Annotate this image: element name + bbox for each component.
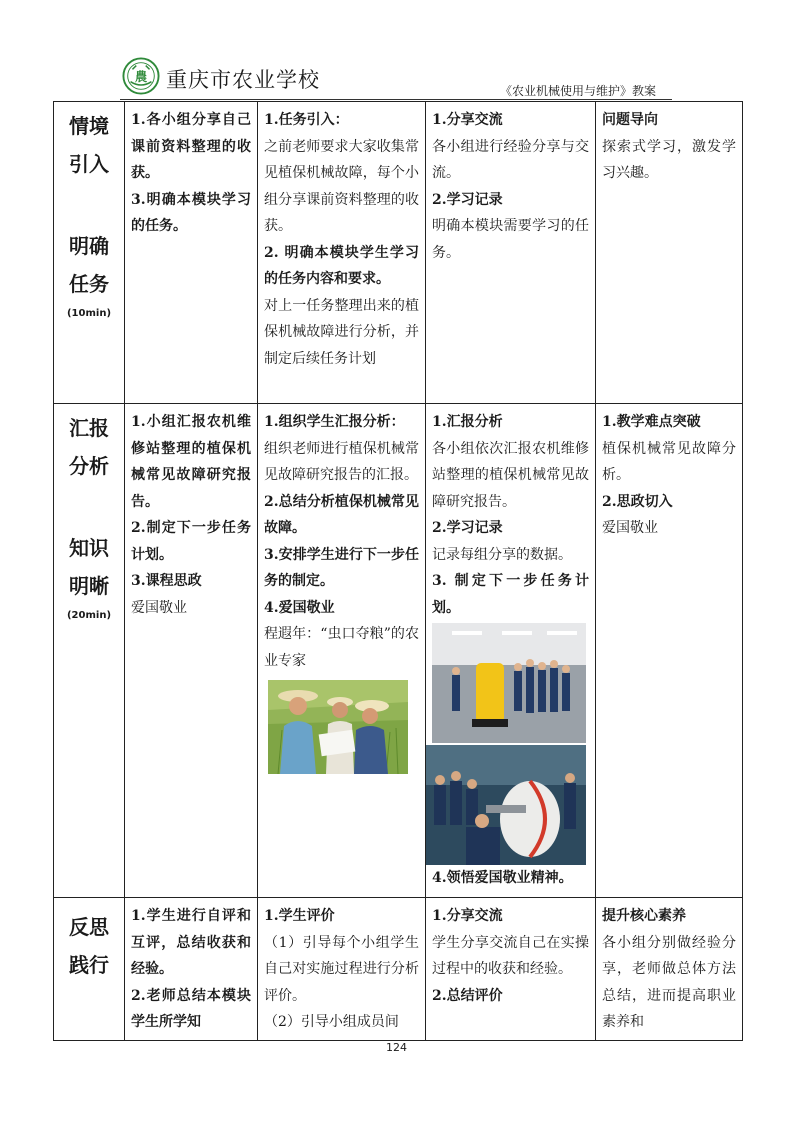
cell-heading: 4.爱国敬业 [264, 599, 335, 616]
cell-text: 1.小组汇报农机维修站整理的植保机械常见故障研究报告。 [131, 414, 251, 510]
phase-time: (20min) [66, 610, 112, 621]
learning-activity-cell [426, 898, 596, 1041]
table-row [54, 404, 743, 898]
teacher-activity-cell [258, 102, 426, 404]
phase-title: 反思 [69, 915, 109, 939]
cell-text: 之前老师要求大家收集常见植保机械故障，每个小组分享课前资料整理的收获。 [264, 138, 419, 234]
lesson-plan-table [53, 101, 743, 1041]
header-rule [120, 99, 672, 100]
cell-text: 植保机械常见故障分析。 [602, 440, 736, 483]
cell-heading: 1.任务引入： [264, 112, 349, 128]
design-intent-cell [596, 102, 743, 404]
teacher-activity-cell [258, 898, 426, 1041]
school-name: 重庆市农业学校 [166, 68, 320, 92]
cell-text: 3. 制定下一步任务计划。 [432, 573, 589, 616]
cell-text: 各小组依次汇报农机维修站整理的植保机械常见故障研究报告。 [432, 440, 589, 510]
cell-text: 2.制定下一步任务计划。 [131, 520, 251, 563]
cell-heading: 2. 明确本模块学生学习的任务内容和要求。 [264, 244, 419, 287]
school-logo-icon [122, 57, 160, 95]
photo-agricultural-experts [268, 680, 408, 774]
cell-text: 爱国敬业 [131, 599, 187, 616]
photo-workshop-sprayer [432, 623, 586, 743]
cell-text: 组织老师进行植保机械常见故障研究报告的汇报。 [264, 440, 419, 483]
phase-title: 汇报 [69, 416, 109, 440]
cell-text: 爱国敬业 [602, 520, 658, 536]
phase-title: 引入 [69, 152, 109, 176]
cell-heading: 2.学习记录 [432, 520, 503, 536]
teacher-activity-cell [258, 404, 426, 898]
page-header [0, 0, 793, 100]
photo-students-machinery [426, 745, 586, 865]
cell-heading: 1.汇报分析 [432, 414, 503, 430]
cell-heading: 1.组织学生汇报分析： [264, 414, 405, 430]
cell-heading: 1.分享交流 [432, 112, 503, 128]
design-intent-cell [596, 898, 743, 1041]
cell-text: 程遐年：“虫口夺粮”的农业专家 [264, 626, 419, 669]
phase-title: 明确 [69, 234, 109, 258]
phase-title: 分析 [69, 454, 109, 478]
cell-text: 探索式学习，激发学习兴趣。 [602, 138, 736, 181]
cell-text: （1）引导每个小组学生自己对实施过程进行分析评价。 [264, 934, 419, 1004]
cell-text: 3.明确本模块学习的任务。 [131, 191, 251, 234]
table-row [54, 102, 743, 404]
cell-text: 2.总结分析植保机械常见故障。 [264, 493, 419, 536]
cell-text: 1.学生进行自评和互评，总结收获和经验。 [131, 908, 251, 977]
phase-title: 明晰 [69, 574, 109, 598]
learning-activity-cell [426, 102, 596, 404]
cell-text: 各小组分别做经验分享，老师做总体方法总结，进而提高职业素养和 [602, 934, 736, 1030]
cell-heading: 1.学生评价 [264, 908, 335, 924]
course-title: 《农业机械使用与维护》教案 [500, 84, 657, 98]
cell-text: （2）引导小组成员间 [264, 1014, 399, 1030]
cell-heading: 1.分享交流 [432, 908, 503, 924]
phase-time: (10min) [66, 308, 112, 319]
table-row [54, 898, 743, 1041]
cell-heading: 2.学习记录 [432, 191, 503, 208]
cell-heading: 2.总结评价 [432, 987, 503, 1004]
cell-text: 记录每组分享的数据。 [432, 546, 572, 563]
phase-cell [54, 102, 125, 404]
page-number: 124 [386, 1041, 407, 1054]
cell-heading: 问题导向 [602, 112, 658, 128]
cell-heading: 提升核心素养 [602, 908, 686, 924]
phase-title: 知识 [69, 536, 109, 560]
phase-title: 任务 [69, 272, 109, 296]
learning-activity-cell [426, 404, 596, 898]
cell-heading: 2.思政切入 [602, 493, 673, 510]
phase-title: 情境 [69, 114, 109, 138]
student-activity-cell [125, 404, 258, 898]
phase-cell [54, 404, 125, 898]
design-intent-cell [596, 404, 743, 898]
cell-text: 明确本模块需要学习的任务。 [432, 218, 589, 261]
student-activity-cell [125, 898, 258, 1041]
cell-heading: 1.教学难点突破 [602, 414, 701, 430]
phase-cell [54, 898, 125, 1041]
phase-title: 践行 [69, 953, 109, 977]
cell-text: 各小组进行经验分享与交流。 [432, 138, 589, 181]
cell-text: 学生分享交流自己在实操过程中的收获和经验。 [432, 934, 589, 977]
cell-text: 4.领悟爱国敬业精神。 [432, 870, 573, 886]
cell-text: 3.安排学生进行下一步任务的制定。 [264, 546, 419, 589]
student-activity-cell [125, 102, 258, 404]
cell-text: 1.各小组分享自己课前资料整理的收获。 [131, 112, 251, 181]
logo-text: 農 [134, 69, 148, 84]
cell-text: 2.老师总结本模块学生所学知 [131, 987, 251, 1030]
cell-heading: 3.课程思政 [131, 573, 202, 589]
cell-text: 对上一任务整理出来的植保机械故障进行分析，并制定后续任务计划 [264, 297, 419, 367]
